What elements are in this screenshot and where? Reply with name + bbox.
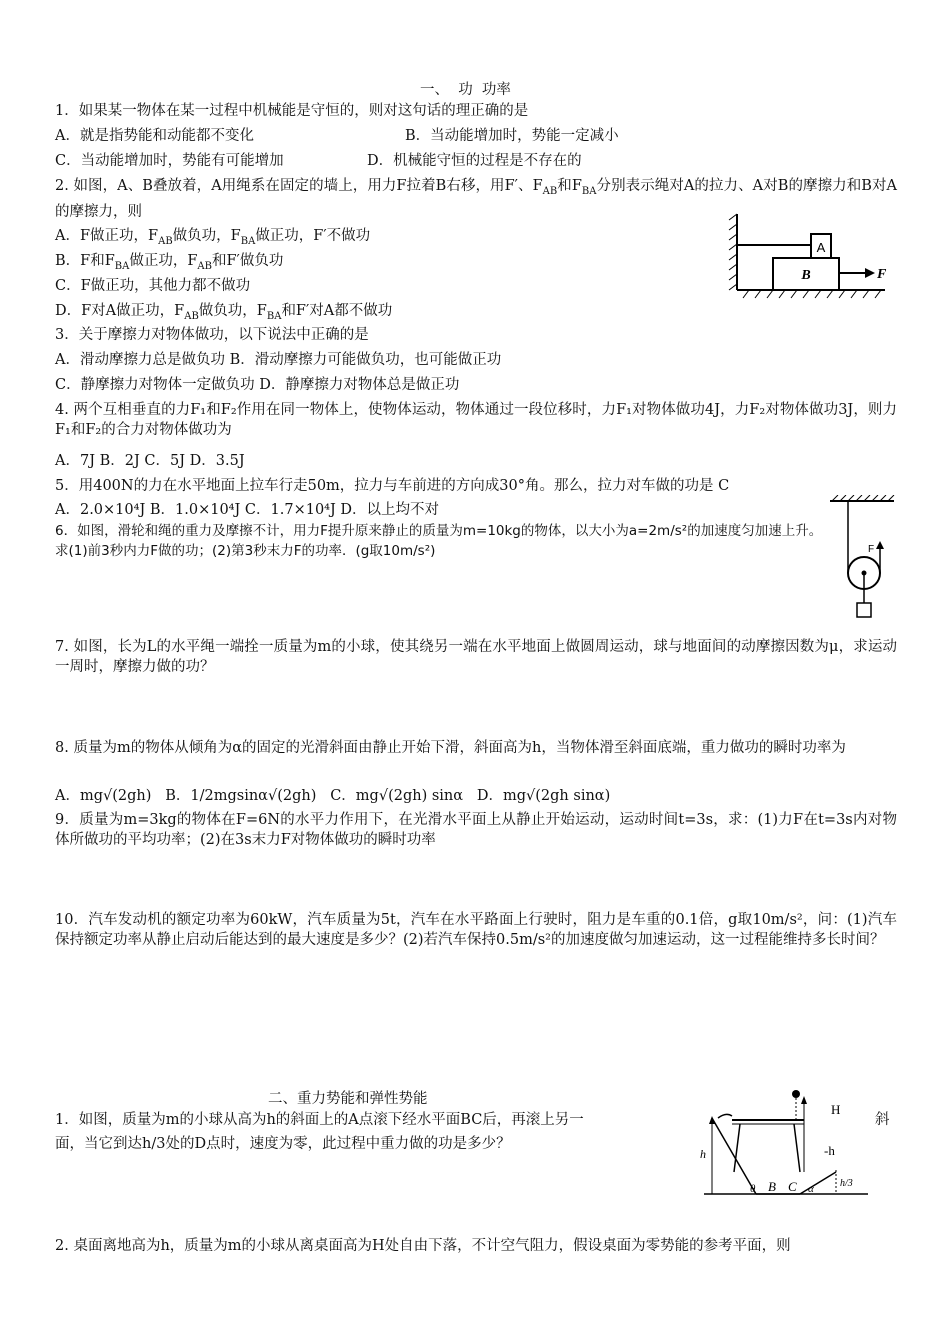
slope-table-diagram [696,1088,876,1203]
hanging-mass [857,603,871,617]
q1-options-ab [55,126,619,146]
alpha-label: α [808,1183,814,1195]
pulley-f-label: F [868,544,875,555]
q2-stem: 2. 如图，A、B叠放着，A用绳系在固定的墙上，用力F拉着B右移，用F′、$F_{AB}$和$F_{BA}$分别表示绳对A的拉力、A对B的摩擦力和B对A的摩擦力，则 [55,178,898,220]
q3-options-ab: A．滑动摩擦力总是做负功 B．滑动摩擦力可能做负功，也可能做正功 [55,352,502,368]
q1-options-cd [55,151,582,171]
q5-stem: 5．用400N的力在水平地面上拉车行走50m，拉力与车前进的方向成30°角。那么，拉力对车做的功是 C [55,478,730,494]
q1-option-a: A．就是指势能和动能都不变化 [55,128,254,144]
q2-option-a: A．F做正功，$F_{AB}$做负功，$F_{BA}$做正功，F′不做功 [55,228,371,247]
left-h-label: h [700,1147,706,1161]
q8-option-c: C．mg√(2gh) sinα [330,788,464,804]
section2-title: 二、重力势能和弹性势能 [268,1091,428,1107]
q9-text: 9．质量为m=3kg的物体在F=6N的水平力作用下，在光滑水平面上从静止开始运动，运动时间t=3s，求：(1)力F在t=3s内对物体所做功的平均功率；(2)在3s末力F对物体做功的瞬时功率 [55,812,897,848]
q8-options [55,786,610,806]
q4-options: A．7J B．2J C．5J D．3.5J [55,453,245,469]
q6-stem: 6．如图，滑轮和绳的重力及摩擦不计，用力F提升原来静止的质量为m=10kg的物体，以大小为a=2m/s²的加速度匀加速上升。求(1)前3秒内力F做的功；(2)第3秒末力F的功率．(g取10m/s²) [55,523,823,559]
q2-option-c: C．F做正功，其他力都不做功 [55,278,251,294]
q8-option-b: B．1/2mgsinα√(2gh) [165,788,317,804]
h3-label: h/3 [840,1178,853,1189]
s2-q2-text: 2. 桌面离地高为h，质量为m的小球从离桌面高为H处自由下落，不计空气阻力，假设桌面为零势能的参考平面，则 [55,1238,791,1254]
blocks-diagram [725,210,895,300]
theta-label: θ [750,1183,756,1195]
q1-option-b: B．当动能增加时，势能一定减小 [405,128,619,144]
point-b-label: B [768,1179,776,1194]
s2-q1-line1: 1．如图，质量为m的小球从高为h的斜面上的A点滚下经水平面BC后，再滚上另一 [55,1112,584,1128]
q8-option-a: A．mg√(2gh) [55,788,152,804]
H-label: H [831,1102,841,1117]
q3-options-cd: C．静摩擦力对物体一定做负功 D．静摩擦力对物体总是做正功 [55,377,460,393]
pulley-diagram [828,495,898,625]
q5-options: A．2.0×10⁴J B．1.0×10⁴J C．1.7×10⁴J D．以上均不对 [55,502,440,518]
point-c-label: C [788,1179,797,1194]
block-b-label: B [801,268,811,283]
q1-option-d: D．机械能守恒的过程是不存在的 [367,153,582,169]
block-a-label: A [816,240,826,255]
s2-q1-tail: 斜 [875,1112,890,1128]
s2-q1-line2: 面，当它到达h/3处的D点时，速度为零，此过程中重力做的功是多少？ [55,1136,511,1152]
q2-option-d: D．F对A做正功，$F_{AB}$做负功，$F_{BA}$和F′对A都不做功 [55,303,393,322]
ball [792,1090,800,1098]
section1-title: 一、 功 功率 [420,82,511,98]
q4-stem: 4. 两个互相垂直的力F₁和F₂作用在同一物体上，使物体运动，物体通过一段位移时，力F₁对物体做功4J，力F₂对物体做功3J，则力F₁和F₂的合力对物体做功为 [55,402,897,438]
q2-option-b: B．F和$F_{BA}$做正功，$F_{AB}$和F′做负功 [55,253,284,272]
q3-stem: 3．关于摩擦力对物体做功，以下说法中正确的是 [55,327,369,343]
q1-stem: 1．如果某一物体在某一过程中机械能是守恒的，则对这句话的理正确的是 [55,103,529,119]
q7-text: 7. 如图，长为L的水平绳一端拴一质量为m的小球，使其绕另一端在水平地面上做圆周运动，球与地面间的动摩擦因数为μ，求运动一周时，摩擦力做的功？ [55,639,897,675]
q10-text: 10．汽车发动机的额定功率为60kW，汽车质量为5t，汽车在水平路面上行驶时，阻力是车重的0.1倍，g取10m/s²，问：(1)汽车保持额定功率从静止启动后能达到的最大速度是多少？(2)若汽车保持0.5m/s²的加速度做匀加速运动，这一过程能维持多长时间？ [55,912,897,948]
q1-option-c: C．当动能增加时，势能有可能增加 [55,153,284,169]
force-f-label: F [877,267,887,282]
q8-option-d: D．mg√(2gh sinα) [476,788,611,804]
neg-h-label: -h [824,1143,835,1158]
q8-stem: 8. 质量为m的物体从倾角为α的固定的光滑斜面由静止开始下滑，斜面高为h，当物体滑至斜面底端，重力做功的瞬时功率为 [55,740,846,756]
